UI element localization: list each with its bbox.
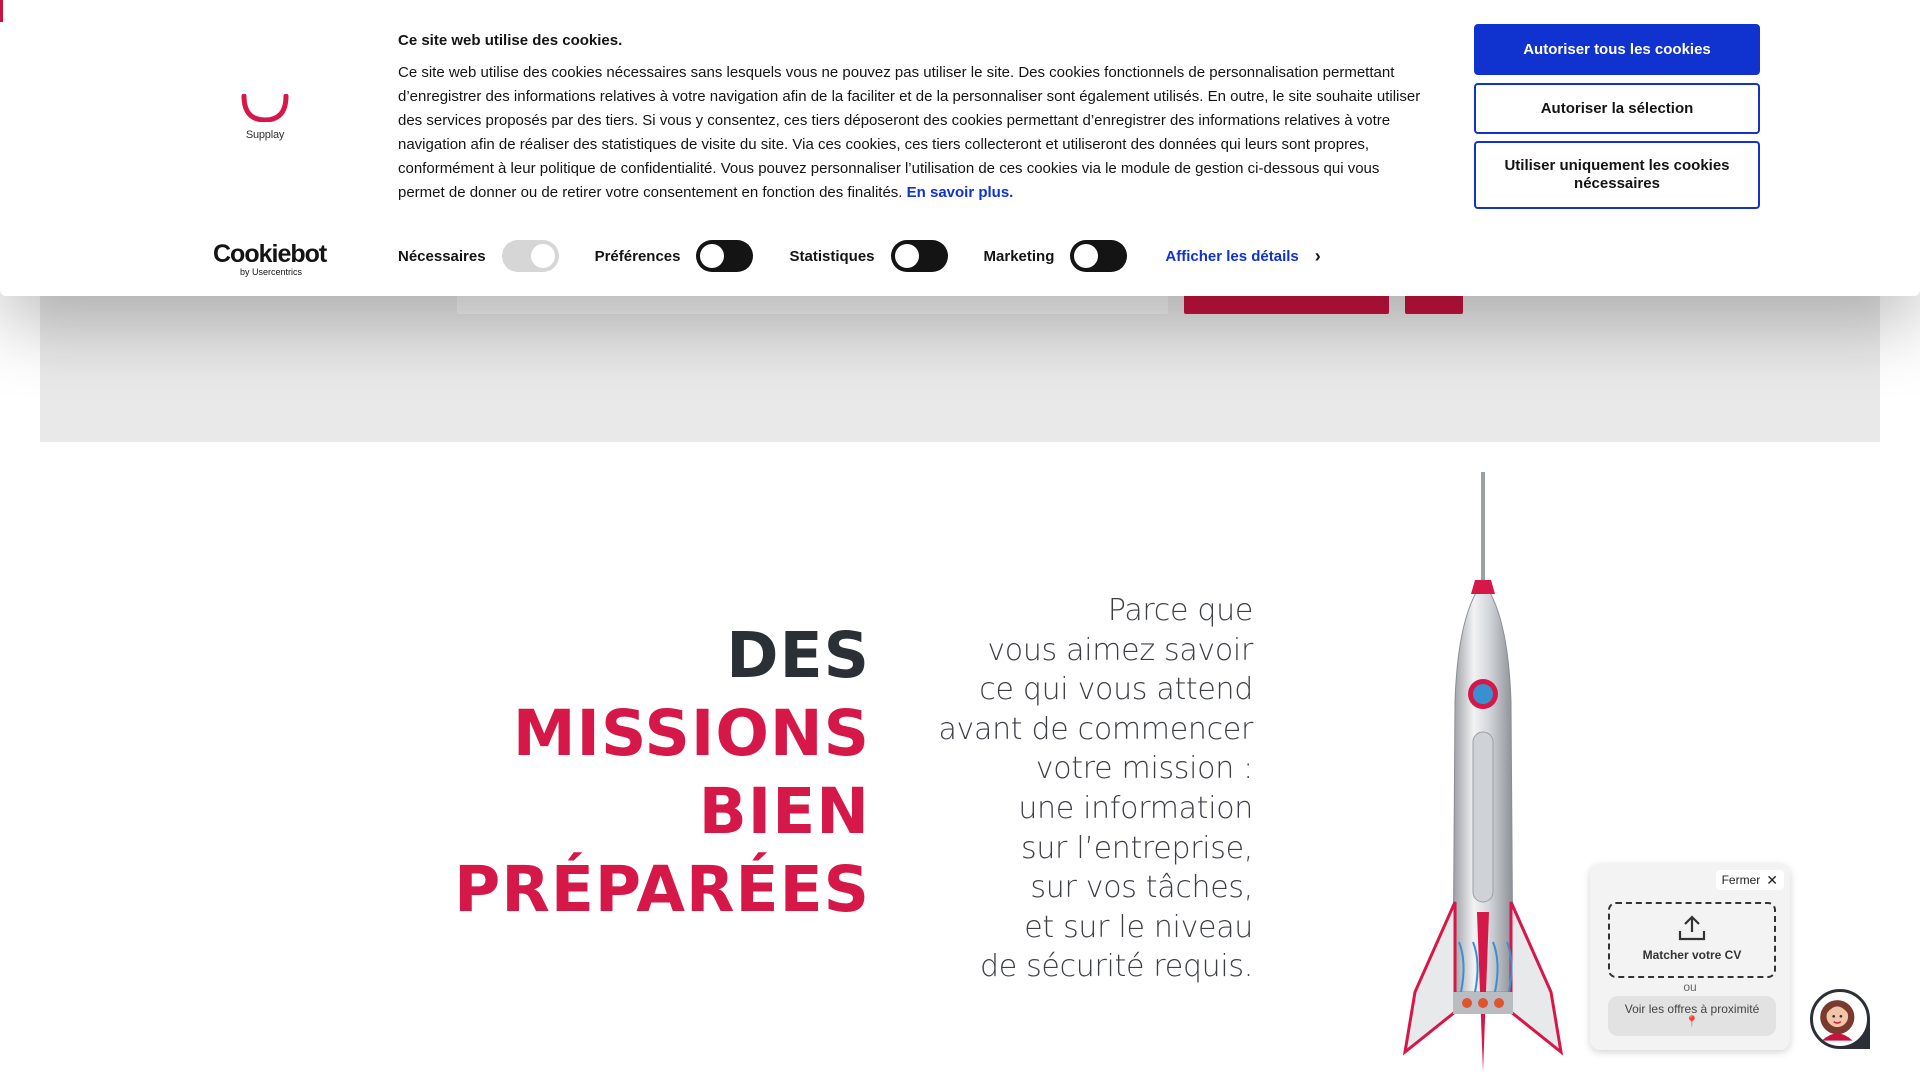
banner-text-line: vous aimez savoir [987,632,1253,668]
show-details-link[interactable] [1165,246,1320,267]
toggle-preferences-label: Préférences [594,247,681,265]
banner-text-line: sur l’entreprise, [1021,830,1253,866]
consent-toggles [398,240,1321,272]
supplay-logo [240,94,290,140]
toggle-marketing-label: Marketing [983,247,1055,265]
allow-all-cookies-button[interactable]: Autoriser tous les cookies [1474,24,1760,75]
banner-text-line: avant de commencer [938,711,1253,747]
banner-text-line: de sécurité requis. [979,949,1253,985]
close-icon: ✕ [1766,872,1778,888]
cv-upload-dropzone[interactable] [1608,902,1776,978]
switch-knob [895,244,919,268]
toggle-preferences [595,240,754,272]
toggle-necessary-label: Nécessaires [398,247,486,265]
upload-label: Matcher votre CV [1642,948,1742,962]
switch-knob [1074,244,1098,268]
toggle-marketing [984,240,1128,272]
or-separator: ou [1683,980,1697,994]
nearby-label: Voir les offres à proximité [1624,1002,1760,1016]
preferences-switch[interactable] [696,240,753,272]
supplay-smile-icon [241,94,289,122]
rocket-illustration [1375,472,1595,1080]
cookie-description [398,61,1428,205]
headline-line-3: BIEN [698,775,870,848]
banner-text-line: et sur le niveau [1024,909,1253,945]
headline-line-2: MISSIONS [512,697,870,770]
banner-text-line: sur vos tâches, [1030,870,1253,906]
logo-wordmark: Supplay [245,129,285,141]
switch-knob [700,244,724,268]
marketing-switch[interactable] [1070,240,1127,272]
banner-headline [454,617,870,929]
cookie-title: Ce site web utilise des cookies. [398,32,623,49]
banner-description [938,591,1253,987]
toggle-statistics-label: Statistiques [789,247,875,265]
allow-selection-button[interactable]: Autoriser la sélection [1474,83,1760,134]
page-edge-accent [0,0,3,22]
banner-text-line: ce qui vous attend [979,672,1253,708]
learn-more-link[interactable]: En savoir plus. [906,184,1014,201]
cv-match-widget [1590,864,1790,1050]
banner-text-line: une information [1018,790,1253,826]
assistant-avatar-icon [1810,989,1870,1049]
statistics-switch[interactable] [891,240,948,272]
banner-text-line: votre mission : [1035,751,1253,787]
show-details-label: Afficher les détails [1165,247,1299,265]
cookie-body-text: Ce site web utilise des cookies nécessaires sans lesquels vous ne pouvez pas utiliser le site. Des cookies fonctionnels de personnalisation permettant d’enregistrer des informations relatives à votre navigation afin de la faciliter et de la personnaliser sont également utilisés. En outre, le site souhaite utiliser des services proposés par des tiers. Si vous y consentez, ces tiers déposeront des cookies permettant d’enregistrer des informations relatives à votre navigation afin de réaliser des statistiques de visite du site. Via ces cookies, ces tiers collecteront et utiliseront des données qui leurs sont propres, conformément à leur politique de confidentialité. Vous pouvez personnaliser l’utilisation de ces cookies via le module de gestion ci-dessous qui vous permet de donner ou de retirer votre consentement en fonction des finalités. [398,64,1421,201]
headline-line-1: DES [726,619,870,692]
toggle-necessary [398,240,559,272]
location-pin-icon: 📍 [1685,1016,1699,1028]
upload-icon [1677,914,1707,942]
cookiebot-logo [213,240,327,277]
close-label: Fermer [1721,873,1761,887]
cookiebot-name: Cookiebot [213,240,327,268]
necessary-only-button[interactable]: Utiliser uniquement les cookies nécessaires [1474,141,1760,209]
switch-knob [531,244,555,268]
cookiebot-sub: by Usercentrics [240,267,303,277]
headline-line-4: PRÉPARÉES [454,853,870,926]
chevron-right-icon: › [1314,245,1321,266]
toggle-statistics [789,240,947,272]
chat-assistant-launcher[interactable] [1810,989,1870,1049]
cookie-consent-banner [0,0,1920,296]
close-widget-button[interactable] [1716,870,1784,890]
banner-text-line: Parce que [1107,593,1253,628]
necessary-switch [502,240,559,272]
nearby-offers-button[interactable] [1608,996,1776,1036]
